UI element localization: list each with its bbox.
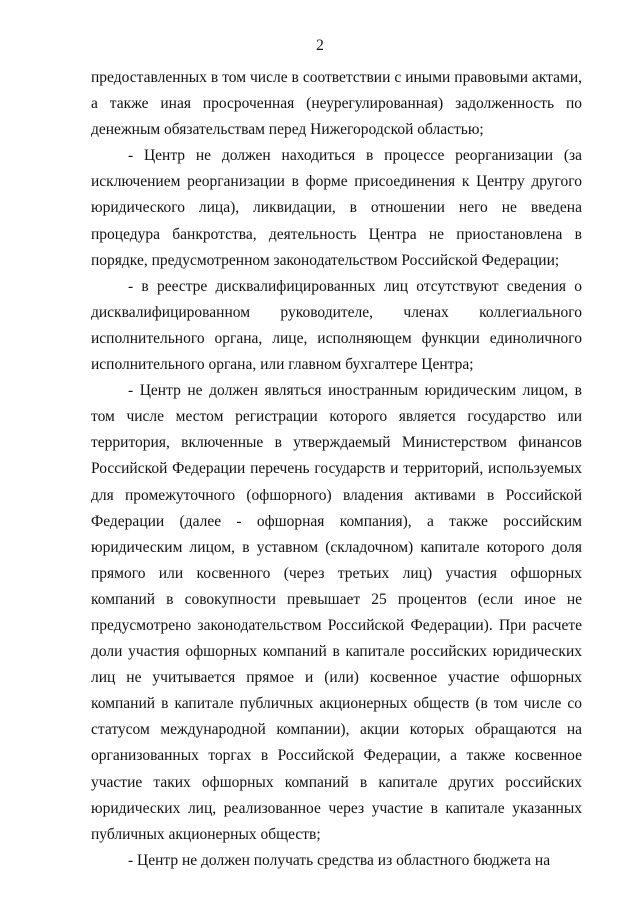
paragraph-disqualified-persons-condition: - в реестре дисквалифицированных лиц отсутствуют сведения о дисквалифицированном руководителе, членах коллегиального исполнительного органа, лице, исполняющем функции единоличного исполнительного органа, или главном бухгалтере Центра; [91, 277, 582, 374]
paragraph-regional-budget-condition: - Центр не должен получать средства из областного бюджета на [128, 851, 551, 869]
paragraph-reorganization-condition: - Центр не должен находиться в процессе реорганизации (за исключением реорганизации в форме присоединения к Центру другого юридического лица), ликвидации, в отношении него не введена процедура банкротства, деятельность Центра не приостановлена в порядке, предусмотренном законодательством Российской Федерации; [91, 147, 582, 269]
document-body [91, 65, 582, 874]
paragraph-continuation: предоставленных в том числе в соответствии с иными правовыми актами, а также иная просроченная (неурегулированная) задолженность по денежным обязательствам перед Нижегородской областью; [91, 69, 582, 139]
paragraph-offshore-condition: - Центр не должен являться иностранным юридическим лицом, в том числе местом регистрации которого является государство или территория, включенные в утверждаемый Министерством финансов Российской Федерации перечень государств и территорий, используемых для промежуточного (офшорного) владения активами в Российской Федерации (далее - офшорная компания), а также российским юридическим лицом, в уставном (складочном) капитале которого доля прямого или косвенного (через третьих лиц) участия офшорных компаний в совокупности превышает 25 процентов (если иное не предусмотрено законодательством Российской Федерации). При расчете доли участия офшорных компаний в капитале российских юридических лиц не учитывается прямое и (или) косвенное участие офшорных компаний в капитале публичных акционерных обществ (в том числе со статусом международной компании), акции которых обращаются на организованных торгах в Российской Федерации, а также косвенное участие таких офшорных компаний в капитале других российских юридических лиц, реализованное через участие в капитале указанных публичных акционерных обществ; [91, 382, 582, 843]
page-number: 2 [316, 37, 324, 54]
